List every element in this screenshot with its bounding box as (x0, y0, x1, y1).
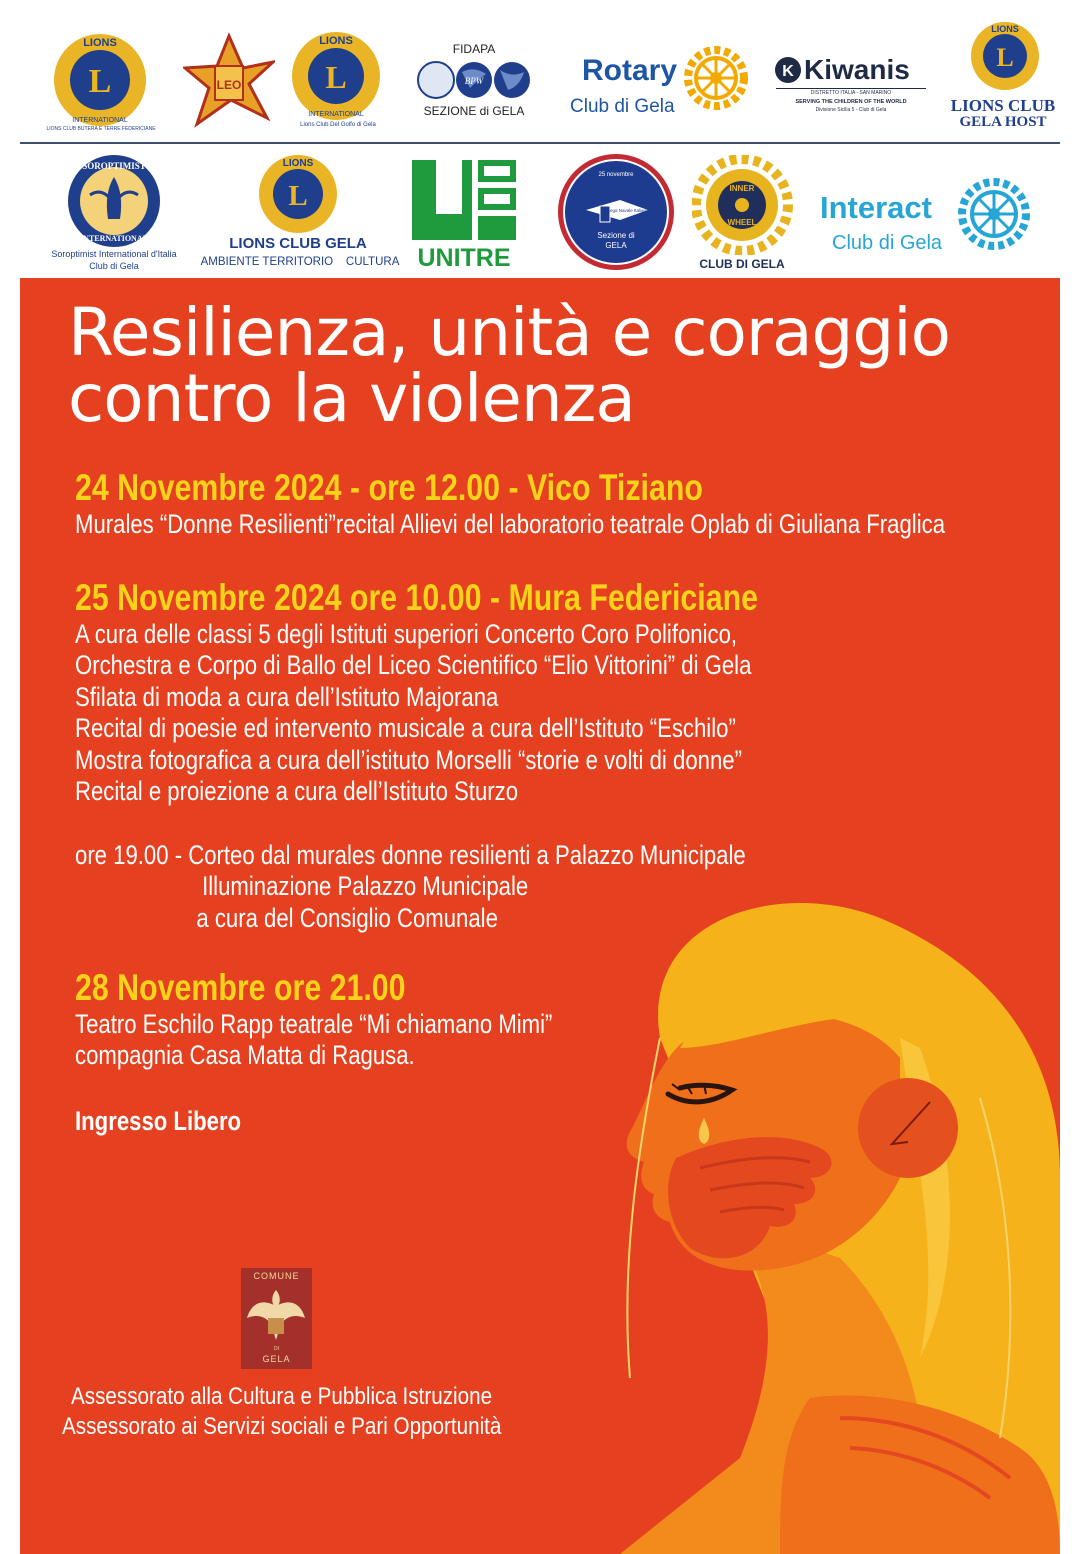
ear (858, 1078, 958, 1178)
event-24-nov (75, 468, 1060, 540)
lions-golfo-logo (288, 30, 388, 134)
lega-navale-bottom-text-2: GELA (605, 241, 627, 250)
rotary-subtitle: Club di Gela (570, 96, 675, 117)
event-heading: 28 Novembre ore 21.00 (75, 967, 406, 1008)
leo-emblem-icon (183, 32, 275, 128)
title-line-1: Resilienza, unità e coraggio (68, 294, 951, 371)
unitre-mark-icon (410, 158, 520, 242)
rotary-wheel-icon (684, 46, 748, 110)
soroptimist-caption-2: Club di Gela (89, 261, 139, 271)
comune-di-gela-crest (241, 1268, 312, 1369)
lions-gela-ambiente-logo (198, 153, 402, 273)
soroptimist-ring-text: SOROPTIMIST (82, 161, 146, 171)
interact-wheel-icon (958, 178, 1030, 250)
event-line: A cura delle classi 5 degli Istituti superiori Concerto Coro Polifonico, (75, 619, 738, 649)
event-line: Mostra fotografica a cura dell’istituto Morselli “storie e volti di donne” (75, 744, 742, 775)
lions-letter: L (996, 43, 1014, 72)
inner-wheel-word-1: INNER (729, 184, 755, 193)
event-line: Recital e proiezione a cura dell’Istituto Sturzo (75, 776, 519, 807)
title-line-2: contro la violenza (68, 360, 635, 437)
event-heading: 25 Novembre 2024 ore 10.00 - Mura Federiciane (75, 577, 758, 618)
event-line: Recital di poesie ed intervento musicale a cura dell’Istituto “Eschilo” (75, 713, 736, 744)
lega-navale-logo (556, 152, 676, 272)
lions-emblem-icon (945, 20, 1065, 92)
rotary-name: Rotary (582, 54, 678, 87)
free-entry (75, 1106, 278, 1137)
header-divider (20, 142, 1060, 144)
kiwanis-divider (776, 88, 926, 89)
interact-logo (820, 176, 1032, 260)
lions-gela-host-caption-1: LIONS CLUB (950, 96, 1056, 115)
soroptimist-caption-1: Soroptimist International d'Italia (51, 249, 177, 259)
event-line: Sfilata di moda a cura dell’Istituto Majorana (75, 681, 499, 712)
rotary-logo (568, 44, 750, 120)
lions-letter: L (288, 180, 308, 212)
fidapa-logo (412, 42, 536, 122)
event-heading: 24 Novembre 2024 - ore 12.00 - Vico Tiziano (75, 467, 703, 508)
lions-ring-text: LIONS (991, 24, 1019, 34)
unitre-name: UNITRE (417, 244, 511, 272)
soroptimist-bottom-text: INTERNATIONAL (80, 234, 148, 243)
interact-subtitle: Club di Gela (832, 232, 943, 254)
kiwanis-line-3: Divisione Sicilia 5 - Club di Gela (815, 107, 887, 113)
event-line: Orchestra e Corpo di Ballo del Liceo Scientifico “Elio Vittorini” di Gela (75, 650, 752, 681)
kiwanis-line-2: SERVING THE CHILDREN OF THE WORLD (795, 99, 907, 105)
inner-wheel-logo (692, 155, 796, 273)
lions-letter: L (88, 63, 112, 100)
event-25-nov-evening (75, 840, 893, 934)
kiwanis-logo (772, 54, 930, 120)
lions-gela-caption-1: LIONS CLUB GELA (229, 235, 367, 252)
globe-icon (412, 58, 536, 102)
evening-line-3: a cura del Consiglio Comunale (196, 902, 498, 933)
lega-navale-mid-text: Lega Navale Italiana (607, 208, 649, 213)
crest-top-text: COMUNE (253, 1271, 300, 1281)
poster-body (20, 278, 1060, 1554)
lions-emblem-icon (198, 153, 402, 235)
lions-bottom-text: INTERNATIONAL (308, 111, 364, 118)
free-entry-label: Ingresso Libero (75, 1106, 242, 1136)
lions-gela-host-logo (945, 20, 1065, 134)
event-line: Murales “Donne Resilienti”recital Allievi del laboratorio teatrale Oplab di Giuliana Fraglica (75, 509, 946, 539)
crest-middle-text: DI (274, 1346, 279, 1352)
lega-navale-emblem-icon (556, 152, 676, 272)
crest-bottom-text: GELA (262, 1354, 291, 1364)
lions-gela-host-caption-2: GELA HOST (959, 114, 1047, 130)
eagle-icon (241, 1284, 312, 1346)
lions-butera-logo (46, 30, 156, 132)
inner-wheel-icon (692, 155, 796, 255)
svg-text:K: K (782, 63, 794, 80)
event-28-nov (75, 968, 657, 1072)
lions-emblem-icon (288, 30, 388, 122)
kiwanis-name: Kiwanis (804, 54, 910, 85)
unitre-logo (410, 158, 520, 270)
fidapa-badge: BPW (464, 76, 484, 86)
poster-title (68, 294, 951, 437)
event-line: compagnia Casa Matta di Ragusa. (75, 1040, 415, 1071)
leo-text: LEO (216, 78, 242, 92)
event-25-nov (75, 578, 908, 807)
lions-ring-text: LIONS (83, 37, 117, 49)
lega-navale-bottom-text-1: Sezione di (597, 231, 635, 240)
soroptimist-emblem-icon (42, 153, 186, 249)
interact-name: Interact (820, 190, 932, 225)
lions-emblem-icon (50, 30, 150, 130)
soroptimist-logo (42, 153, 186, 273)
event-line: Teatro Eschilo Rapp teatrale “Mi chiamano Mimi” (75, 1009, 553, 1039)
lions-butera-caption: LIONS CLUB BUTERA E TERRE FEDERICIANE (46, 126, 156, 132)
fidapa-title: FIDAPA (452, 42, 496, 56)
kiwanis-line-1: DISTRETTO ITALIA - SAN MARINO (810, 90, 892, 96)
fidapa-caption: SEZIONE di GELA (423, 104, 525, 118)
evening-line-1: ore 19.00 - Corteo dal murales donne resilienti a Palazzo Municipale (75, 840, 746, 870)
footer-assessorato-servizi: Assessorato ai Servizi sociali e Pari Opportunità (62, 1413, 502, 1440)
lega-navale-top-text: 25 novembre (598, 172, 634, 178)
lions-ring-text: LIONS (319, 35, 353, 47)
kiwanis-k-icon (774, 56, 802, 84)
inner-wheel-word-2: WHEEL (727, 218, 757, 227)
lions-gela-caption-2: AMBIENTE TERRITORIO CULTURA (200, 256, 400, 268)
lions-letter: L (325, 59, 347, 95)
leo-club-logo (183, 32, 275, 128)
footer-assessorato-cultura: Assessorato alla Cultura e Pubblica Istruzione (71, 1383, 493, 1410)
inner-wheel-caption: CLUB DI GELA (699, 257, 785, 271)
evening-line-2: Illuminazione Palazzo Municipale (202, 871, 529, 902)
lions-ring-text: LIONS (282, 158, 314, 169)
lions-golfo-caption: Lions Club Del Golfo di Gela (300, 122, 376, 128)
lions-bottom-text: INTERNATIONAL (72, 117, 128, 124)
